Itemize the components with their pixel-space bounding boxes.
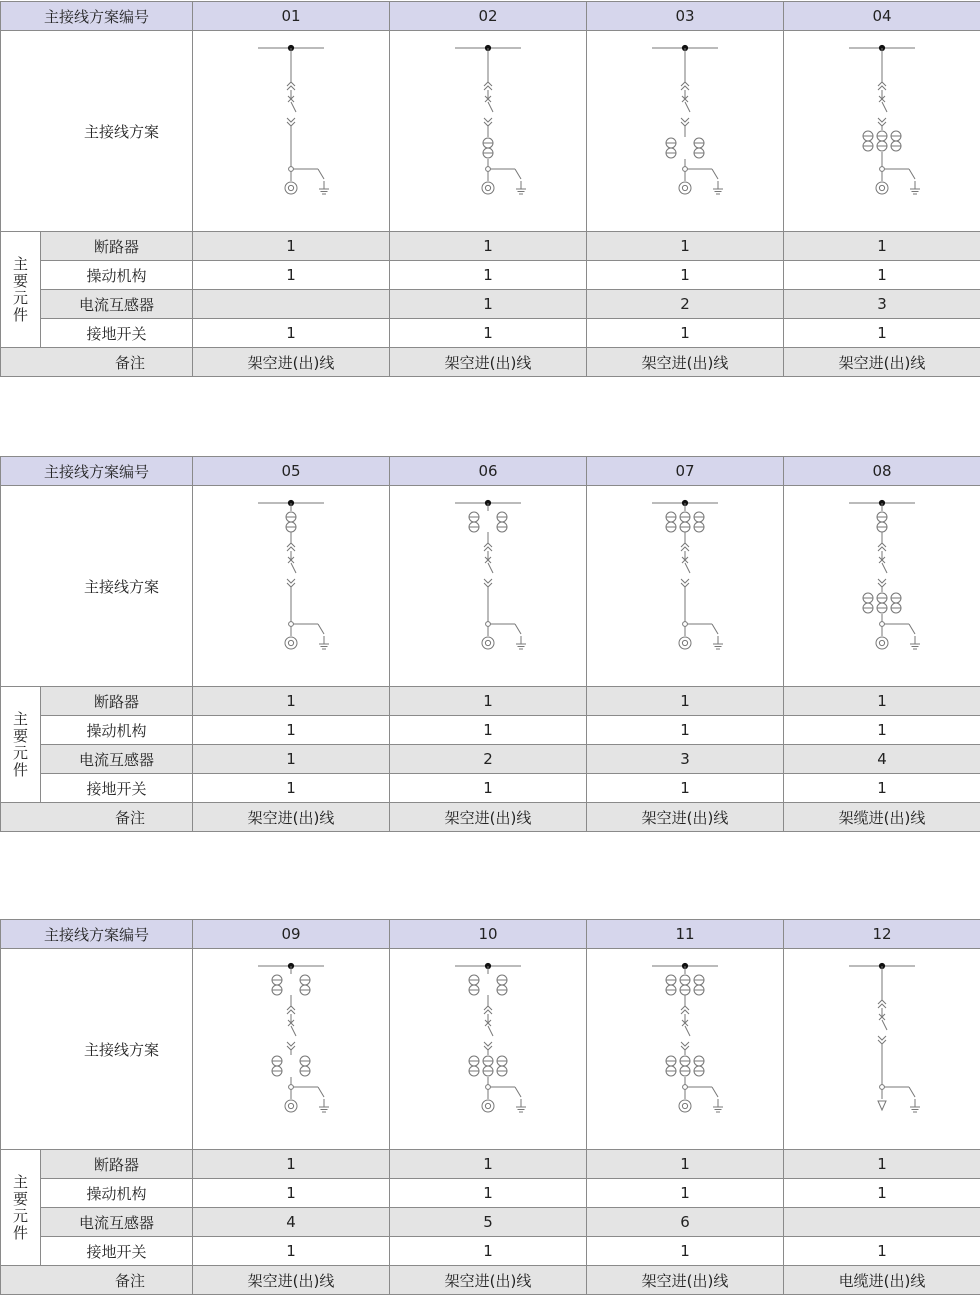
scheme-label: 主接线方案 bbox=[1, 486, 193, 687]
single-line-diagram bbox=[413, 954, 563, 1144]
current-transformer-icon bbox=[877, 593, 887, 613]
scheme-no: 11 bbox=[587, 920, 784, 949]
mechanism-qty: 1 bbox=[390, 716, 587, 745]
current-transformer-icon bbox=[863, 593, 873, 613]
current-transformer-icon bbox=[680, 512, 690, 532]
remark-label: 备注 bbox=[1, 803, 193, 832]
current-transformer-icon bbox=[877, 131, 887, 151]
isolating-contact-icon bbox=[484, 1006, 492, 1014]
single-line-diagram bbox=[610, 954, 760, 1144]
remark-label: 备注 bbox=[1, 1266, 193, 1295]
mechanism-qty: 1 bbox=[587, 716, 784, 745]
earthing-switch-icon bbox=[490, 1087, 526, 1112]
outgoing-terminal-icon bbox=[285, 182, 297, 194]
isolating-contact-icon bbox=[681, 82, 689, 90]
current-transformer-icon bbox=[272, 975, 282, 995]
breaker-qty: 1 bbox=[587, 1150, 784, 1179]
current-transformer-icon bbox=[497, 975, 507, 995]
earthing-switch-icon bbox=[884, 169, 920, 194]
mechanism-qty: 1 bbox=[784, 716, 980, 745]
ct-qty: 4 bbox=[193, 1208, 390, 1237]
current-transformer-icon bbox=[483, 138, 493, 158]
earth-qty: 1 bbox=[193, 774, 390, 803]
junction-node bbox=[289, 1085, 294, 1090]
diagram-cell bbox=[587, 949, 784, 1150]
ct-qty bbox=[193, 290, 390, 319]
scheme-no-label: 主接线方案编号 bbox=[1, 457, 193, 486]
single-line-diagram bbox=[610, 36, 760, 226]
mechanism-qty: 1 bbox=[587, 1179, 784, 1208]
ct-qty: 5 bbox=[390, 1208, 587, 1237]
scheme-table-1 bbox=[0, 1, 980, 377]
breaker-qty: 1 bbox=[193, 1150, 390, 1179]
scheme-table-3 bbox=[0, 919, 980, 1295]
current-transformer-icon bbox=[680, 1056, 690, 1076]
current-transformer-icon bbox=[891, 131, 901, 151]
earth-switch-label: 接地开关 bbox=[41, 1237, 193, 1266]
current-transformer-icon bbox=[300, 975, 310, 995]
single-line-diagram bbox=[413, 491, 563, 681]
circuit-breaker-icon bbox=[879, 557, 887, 573]
breaker-qty: 1 bbox=[390, 687, 587, 716]
current-transformer-icon bbox=[666, 975, 676, 995]
current-transformer-icon bbox=[497, 1056, 507, 1076]
isolating-contact-icon bbox=[287, 543, 295, 551]
scheme-no: 02 bbox=[390, 2, 587, 31]
isolating-contact-icon bbox=[287, 1042, 295, 1050]
scheme-table-2 bbox=[0, 456, 980, 832]
diagram-cell bbox=[390, 949, 587, 1150]
outgoing-terminal-icon bbox=[679, 637, 691, 649]
earthing-switch-icon bbox=[490, 169, 526, 194]
breaker-qty: 1 bbox=[193, 687, 390, 716]
outgoing-terminal-icon bbox=[876, 637, 888, 649]
mechanism-qty: 1 bbox=[193, 261, 390, 290]
circuit-breaker-icon bbox=[682, 557, 690, 573]
outgoing-terminal-icon bbox=[285, 637, 297, 649]
cable-termination-icon bbox=[878, 1101, 886, 1110]
breaker-qty: 1 bbox=[784, 1150, 980, 1179]
scheme-no: 01 bbox=[193, 2, 390, 31]
current-transformer-icon bbox=[469, 1056, 479, 1076]
isolating-contact-icon bbox=[878, 579, 886, 587]
breaker-label: 断路器 bbox=[41, 232, 193, 261]
isolating-contact-icon bbox=[484, 543, 492, 551]
scheme-no-label: 主接线方案编号 bbox=[1, 2, 193, 31]
junction-node bbox=[880, 1085, 885, 1090]
isolating-contact-icon bbox=[681, 543, 689, 551]
isolating-contact-icon bbox=[681, 579, 689, 587]
diagram-cell bbox=[390, 31, 587, 232]
breaker-qty: 1 bbox=[390, 232, 587, 261]
current-transformer-icon bbox=[497, 512, 507, 532]
scheme-no: 06 bbox=[390, 457, 587, 486]
earth-qty: 1 bbox=[587, 774, 784, 803]
ct-qty: 2 bbox=[390, 745, 587, 774]
ct-label: 电流互感器 bbox=[41, 745, 193, 774]
junction-node bbox=[683, 622, 688, 627]
mechanism-qty: 1 bbox=[390, 1179, 587, 1208]
isolating-contact-icon bbox=[484, 118, 492, 126]
earthing-switch-icon bbox=[687, 169, 723, 194]
earth-qty: 1 bbox=[193, 1237, 390, 1266]
scheme-no: 03 bbox=[587, 2, 784, 31]
diagram-cell bbox=[784, 949, 980, 1150]
isolating-contact-icon bbox=[878, 82, 886, 90]
outgoing-terminal-icon bbox=[482, 637, 494, 649]
ct-qty: 4 bbox=[784, 745, 980, 774]
current-transformer-icon bbox=[694, 1056, 704, 1076]
scheme-label: 主接线方案 bbox=[1, 31, 193, 232]
diagram-cell bbox=[390, 486, 587, 687]
current-transformer-icon bbox=[469, 975, 479, 995]
junction-node bbox=[683, 167, 688, 172]
mechanism-qty: 1 bbox=[390, 261, 587, 290]
earth-switch-label: 接地开关 bbox=[41, 319, 193, 348]
main-components-label: 主要元件 bbox=[1, 687, 41, 803]
current-transformer-icon bbox=[694, 138, 704, 158]
diagram-cell bbox=[587, 486, 784, 687]
ct-qty: 1 bbox=[193, 745, 390, 774]
junction-node bbox=[880, 622, 885, 627]
circuit-breaker-icon bbox=[879, 96, 887, 112]
remark: 电缆进(出)线 bbox=[784, 1266, 980, 1295]
junction-node bbox=[289, 167, 294, 172]
current-transformer-icon bbox=[666, 512, 676, 532]
mechanism-qty: 1 bbox=[587, 261, 784, 290]
scheme-no: 08 bbox=[784, 457, 980, 486]
earth-qty: 1 bbox=[193, 319, 390, 348]
isolating-contact-icon bbox=[287, 1006, 295, 1014]
mechanism-qty: 1 bbox=[784, 261, 980, 290]
junction-node bbox=[486, 622, 491, 627]
outgoing-terminal-icon bbox=[285, 1100, 297, 1112]
breaker-qty: 1 bbox=[784, 232, 980, 261]
ct-qty bbox=[784, 1208, 980, 1237]
earthing-switch-icon bbox=[884, 624, 920, 649]
scheme-no: 10 bbox=[390, 920, 587, 949]
single-line-diagram bbox=[807, 491, 957, 681]
ct-qty: 3 bbox=[784, 290, 980, 319]
remark: 架空进(出)线 bbox=[390, 1266, 587, 1295]
single-line-diagram bbox=[610, 491, 760, 681]
remark: 架缆进(出)线 bbox=[784, 803, 980, 832]
mechanism-label: 操动机构 bbox=[41, 1179, 193, 1208]
circuit-breaker-icon bbox=[879, 1014, 887, 1030]
outgoing-terminal-icon bbox=[482, 1100, 494, 1112]
remark: 架空进(出)线 bbox=[193, 803, 390, 832]
mechanism-qty: 1 bbox=[193, 1179, 390, 1208]
current-transformer-icon bbox=[286, 512, 296, 532]
earthing-switch-icon bbox=[884, 1087, 920, 1112]
current-transformer-icon bbox=[694, 975, 704, 995]
ct-qty: 6 bbox=[587, 1208, 784, 1237]
earth-qty: 1 bbox=[390, 319, 587, 348]
current-transformer-icon bbox=[300, 1056, 310, 1076]
ct-qty: 3 bbox=[587, 745, 784, 774]
ct-qty: 1 bbox=[390, 290, 587, 319]
earth-qty: 1 bbox=[784, 319, 980, 348]
current-transformer-icon bbox=[483, 1056, 493, 1076]
breaker-label: 断路器 bbox=[41, 687, 193, 716]
single-line-diagram bbox=[216, 36, 366, 226]
mechanism-qty: 1 bbox=[193, 716, 390, 745]
current-transformer-icon bbox=[666, 138, 676, 158]
circuit-breaker-icon bbox=[682, 96, 690, 112]
outgoing-terminal-icon bbox=[876, 182, 888, 194]
isolating-contact-icon bbox=[287, 118, 295, 126]
current-transformer-icon bbox=[272, 1056, 282, 1076]
remark: 架空进(出)线 bbox=[587, 803, 784, 832]
isolating-contact-icon bbox=[681, 118, 689, 126]
diagram-cell bbox=[587, 31, 784, 232]
current-transformer-icon bbox=[891, 593, 901, 613]
breaker-qty: 1 bbox=[390, 1150, 587, 1179]
single-line-diagram bbox=[807, 954, 957, 1144]
isolating-contact-icon bbox=[484, 579, 492, 587]
ct-label: 电流互感器 bbox=[41, 1208, 193, 1237]
earth-qty: 1 bbox=[587, 319, 784, 348]
remark: 架空进(出)线 bbox=[784, 348, 980, 377]
isolating-contact-icon bbox=[878, 1000, 886, 1008]
main-components-label: 主要元件 bbox=[1, 232, 41, 348]
diagram-cell bbox=[193, 486, 390, 687]
remark: 架空进(出)线 bbox=[193, 348, 390, 377]
earth-qty: 1 bbox=[784, 774, 980, 803]
isolating-contact-icon bbox=[681, 1042, 689, 1050]
outgoing-terminal-icon bbox=[679, 182, 691, 194]
remark: 架空进(出)线 bbox=[390, 803, 587, 832]
junction-node bbox=[880, 167, 885, 172]
breaker-qty: 1 bbox=[587, 232, 784, 261]
earthing-switch-icon bbox=[490, 624, 526, 649]
diagram-cell bbox=[193, 949, 390, 1150]
current-transformer-icon bbox=[666, 1056, 676, 1076]
single-line-diagram bbox=[216, 954, 366, 1144]
remark: 架空进(出)线 bbox=[587, 1266, 784, 1295]
breaker-label: 断路器 bbox=[41, 1150, 193, 1179]
earth-qty: 1 bbox=[587, 1237, 784, 1266]
outgoing-terminal-icon bbox=[482, 182, 494, 194]
ct-qty: 2 bbox=[587, 290, 784, 319]
single-line-diagram bbox=[807, 36, 957, 226]
circuit-breaker-icon bbox=[288, 1020, 296, 1036]
single-line-diagram bbox=[216, 491, 366, 681]
diagram-cell bbox=[193, 31, 390, 232]
earthing-switch-icon bbox=[293, 624, 329, 649]
earthing-switch-icon bbox=[687, 1087, 723, 1112]
isolating-contact-icon bbox=[681, 1006, 689, 1014]
scheme-no: 12 bbox=[784, 920, 980, 949]
circuit-breaker-icon bbox=[288, 557, 296, 573]
breaker-qty: 1 bbox=[784, 687, 980, 716]
isolating-contact-icon bbox=[878, 543, 886, 551]
isolating-contact-icon bbox=[878, 118, 886, 126]
scheme-no: 05 bbox=[193, 457, 390, 486]
circuit-breaker-icon bbox=[485, 1020, 493, 1036]
scheme-label: 主接线方案 bbox=[1, 949, 193, 1150]
breaker-qty: 1 bbox=[587, 687, 784, 716]
remark: 架空进(出)线 bbox=[193, 1266, 390, 1295]
circuit-breaker-icon bbox=[682, 1020, 690, 1036]
scheme-no-label: 主接线方案编号 bbox=[1, 920, 193, 949]
current-transformer-icon bbox=[680, 975, 690, 995]
current-transformer-icon bbox=[877, 512, 887, 532]
circuit-breaker-icon bbox=[288, 96, 296, 112]
single-line-diagram bbox=[413, 36, 563, 226]
junction-node bbox=[683, 1085, 688, 1090]
remark-label: 备注 bbox=[1, 348, 193, 377]
mechanism-label: 操动机构 bbox=[41, 261, 193, 290]
isolating-contact-icon bbox=[287, 579, 295, 587]
earthing-switch-icon bbox=[293, 169, 329, 194]
junction-node bbox=[486, 1085, 491, 1090]
earth-qty: 1 bbox=[390, 1237, 587, 1266]
breaker-qty: 1 bbox=[193, 232, 390, 261]
isolating-contact-icon bbox=[484, 1042, 492, 1050]
mechanism-qty: 1 bbox=[784, 1179, 980, 1208]
scheme-no: 09 bbox=[193, 920, 390, 949]
main-components-label: 主要元件 bbox=[1, 1150, 41, 1266]
isolating-contact-icon bbox=[287, 82, 295, 90]
remark: 架空进(出)线 bbox=[390, 348, 587, 377]
junction-node bbox=[486, 167, 491, 172]
diagram-cell bbox=[784, 31, 980, 232]
current-transformer-icon bbox=[469, 512, 479, 532]
current-transformer-icon bbox=[863, 131, 873, 151]
earthing-switch-icon bbox=[293, 1087, 329, 1112]
earth-qty: 1 bbox=[390, 774, 587, 803]
mechanism-label: 操动机构 bbox=[41, 716, 193, 745]
outgoing-terminal-icon bbox=[679, 1100, 691, 1112]
junction-node bbox=[289, 622, 294, 627]
current-transformer-icon bbox=[694, 512, 704, 532]
diagram-cell bbox=[784, 486, 980, 687]
earthing-switch-icon bbox=[687, 624, 723, 649]
circuit-breaker-icon bbox=[485, 557, 493, 573]
scheme-no: 04 bbox=[784, 2, 980, 31]
scheme-no: 07 bbox=[587, 457, 784, 486]
isolating-contact-icon bbox=[484, 82, 492, 90]
circuit-breaker-icon bbox=[485, 96, 493, 112]
remark: 架空进(出)线 bbox=[587, 348, 784, 377]
isolating-contact-icon bbox=[878, 1036, 886, 1044]
earth-switch-label: 接地开关 bbox=[41, 774, 193, 803]
ct-label: 电流互感器 bbox=[41, 290, 193, 319]
earth-qty: 1 bbox=[784, 1237, 980, 1266]
